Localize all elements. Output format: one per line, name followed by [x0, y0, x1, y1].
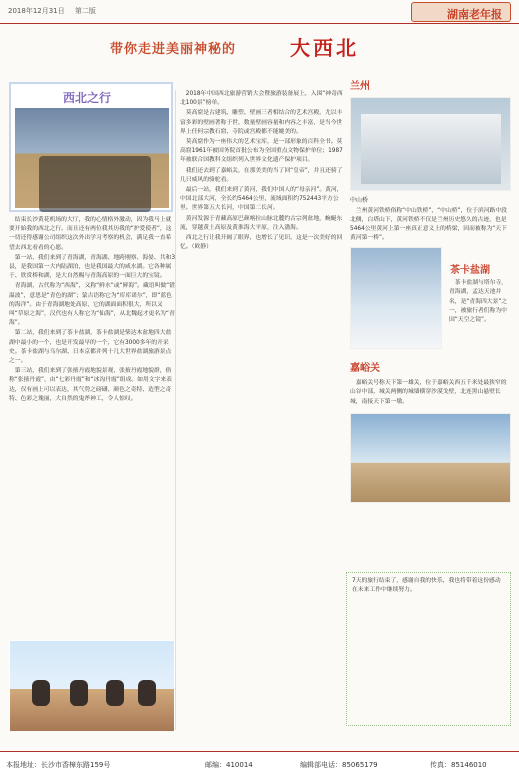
feature-title: 西北之行 [63, 91, 112, 105]
left-para-4: 第二站，我们来到了茶卡盐湖，茶卡盐湖是柴达木盆地四大盐湖中最小的一个，也是开发最早的一个，它有3000多年的开采史。茶卡盐湖与乌尔湖、日本京都并列十几大世界盐湖旅游景点之一。 [9, 330, 172, 365]
mid-para-4: 我们还去到了嘉峪关，在那美美的当了回“皇帝”，并且还骑了几只威风的骆驼看。 [180, 167, 343, 183]
issue-info [8, 6, 96, 16]
chaka-title: 茶卡盐湖 [450, 265, 490, 277]
phone: 编辑部电话：85065179 [300, 761, 378, 769]
lanzhou-photo [350, 97, 511, 191]
lanzhou-caption: 中山桥 [350, 197, 369, 204]
left-para-2: 第一站，我们来到了青海湖，青海湖、地跨刚察、海晏、共和3县，是我国第一大内陆湖泊，也是我国最大的咸水湖。它各种属于、欣赏桥和湖，是大自然赐与青海高原的一面巨大的宝镜。 [9, 254, 176, 280]
camel-icon [70, 680, 88, 706]
lanzhou-title: 兰州 [350, 81, 370, 92]
mid-para-7: 西北之行让我开阔了眼界，也增长了见识。这是一次美好的回忆。（欧静） [180, 235, 343, 251]
postcode: 邮编：410014 [205, 761, 253, 769]
footer [0, 751, 519, 777]
bridge-shape [361, 114, 501, 184]
mid-para-3: 莫高窟作为一座伟大的艺术宝库，是一部形象的百科全书。莫高窟1961年被国务院首批公布为全国重点文物保护单位；1987年被联合国教科文组织列入世界文化遗产保护项目。 [180, 139, 343, 164]
camel-photo [9, 640, 175, 730]
camel-icon [106, 680, 124, 706]
jiayu-text: 嘉峪关号称天下第一雄关，位于嘉峪关西五千米处最狭窄的山谷中部，城关两侧的城墙横穿沙漠戈壁，北连黑山悬壁长城，南接天下第一墩。 [350, 380, 507, 405]
paper-name: 湖南老年报 [447, 8, 502, 21]
middle-article [180, 90, 343, 730]
header-bar [0, 0, 519, 24]
mid-para-2: 莫高窟是古建筑、雕塑、壁画三者相结合的艺术宫殿，尤以丰富多彩的壁画著称于世，数量壁画容量和内容之丰富，是当今世界上任何宗教石窟、寺院或宫殿都不能媲美的。 [180, 110, 343, 135]
chaka-photo [350, 247, 442, 349]
camel-icon [32, 680, 50, 706]
banner-right: 大西北 [290, 36, 359, 60]
poem-box [346, 572, 511, 726]
camel-icon [138, 680, 156, 706]
edition: 第二版 [74, 7, 96, 15]
chaka-text: 茶卡盐湖与塔尔寺，青海湖，孟达天池并名，是“青海四大景”之一，被旅行者们称为中国“天空之镜”。 [449, 280, 508, 323]
left-para-3: 青海湖，古代称为“西海”，又称“鲜水”或“鲜海”。藏语叫做“错温波”，意思是“青色的湖”；蒙古语称它为“库库诺尔”，即“蓝色的海洋”。由于青海湖地处高原，它的湖面面积很大，所以又叫“草原之海”，汉代也有人称它为“仙海”，从北魏起才更名为“青海”。 [9, 283, 175, 327]
address: 本报地址：长沙市香樟东路159号 [6, 761, 111, 769]
date: 2018年12月31日 [8, 7, 65, 15]
group-people [39, 156, 151, 212]
fax: 传真：85146010 [430, 761, 487, 769]
northwest-trip-feature [9, 82, 173, 212]
poem-text: 7天的旅行结束了，感谢自我的快乐，我也将带着这份感动在未来工作中继续努力。 [352, 578, 501, 594]
mid-para-5: 最后一站，我们来到了黄河，我们中国人的“母亲河”。黄河，中国北部大河，全长约5464公里，流域面积约752443平方公里。世界第五大长河，中国第二长河。 [180, 187, 343, 212]
column-divider [175, 90, 176, 730]
mid-para-1: 2018年中国西北旅游营销大会暨旅游装备展上，入围“神奇西北100景”榜单。 [180, 91, 343, 107]
paper-logo [411, 2, 511, 22]
left-article [9, 216, 175, 684]
page-banner [0, 24, 519, 64]
group-photo [15, 108, 169, 208]
jiayu-title: 嘉峪关 [350, 363, 380, 375]
jiayu-photo [350, 413, 511, 503]
mid-para-6: 黄河发源于青藏高原巴颜喀拉山脉北麓约古宗列盆地，蜿蜒东流，穿越黄土高原及黄淮海大平原，注入渤海。 [180, 215, 343, 231]
banner-left: 带你走进美丽神秘的 [110, 42, 237, 57]
left-para-1: 结束长沙黄花机场的大厅，我的心情格外激动，因为我马上就要开始我的西北之行。而且还有两位我其历我的“护爱使者”，这一切还得感谢公司组织这次外出学习考察的机会，满足我一直希望去西北看看的心愿。 [9, 217, 172, 251]
lanzhou-text: 兰州黄河铁桥俗称“中山铁桥”，“中山桥”，位于滨河路中段北侧，白塔山下，黄河铁桥不仅是兰州历史悠久的古迹，也是5464公里黄河上第一座真正意义上的桥梁，因而被称为“天下黄河第一桥”。 [350, 208, 507, 242]
left-para-5: 第三站，我们来到了张掖丹霞地貌景观，张掖丹霞地貌群，俗称“张掖丹霞”，由“七彩丹霞”和“冰沟丹霞”组成。如用文字来表达，仅有画上可以表达，其气势之磅礴、颜色之奇特、造型之奇特、色彩之瑰丽，大自然的鬼斧神工，令人惊叹。 [9, 368, 172, 402]
